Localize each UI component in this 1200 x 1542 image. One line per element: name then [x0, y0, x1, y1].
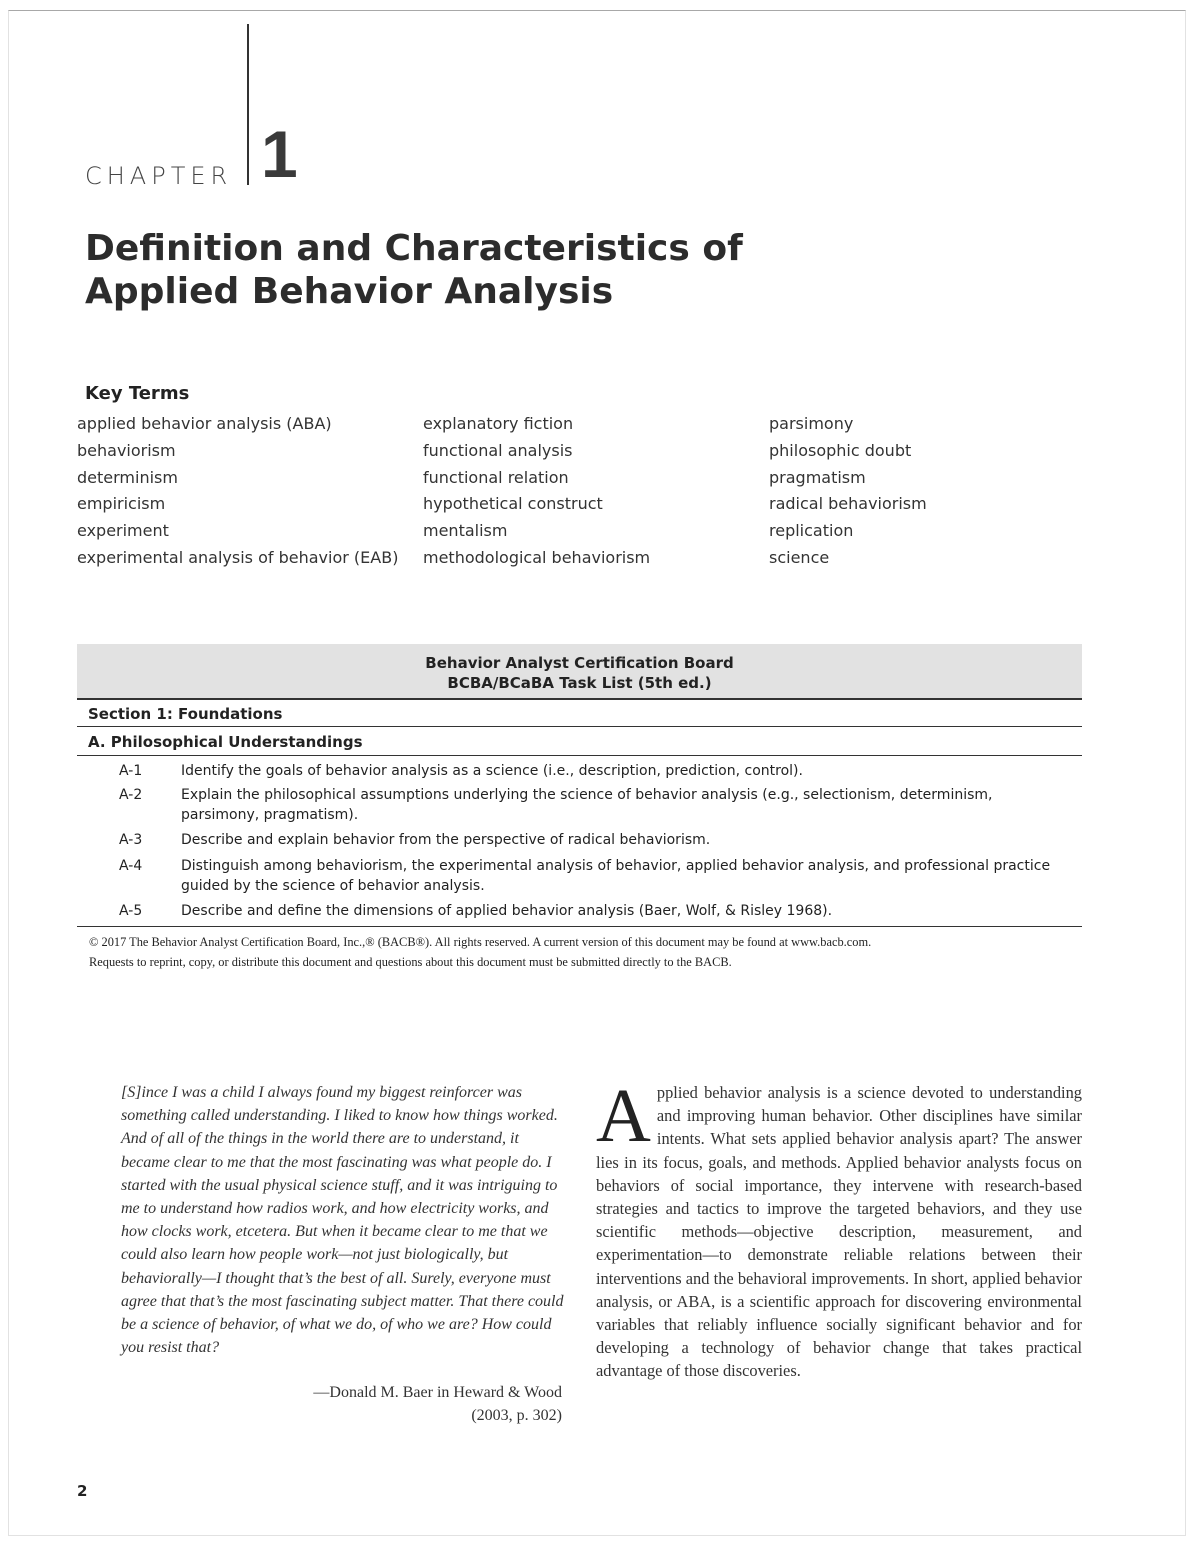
key-term: replication — [769, 521, 854, 541]
subsection-heading: A. Philosophical Understandings — [77, 729, 1082, 756]
key-term: explanatory fiction — [423, 414, 574, 433]
key-term: experimental analysis of behavior (EAB) — [77, 547, 399, 567]
epigraph-attribution — [121, 1381, 562, 1427]
task-text: Identify the goals of behavior analysis as a science (i.e., description, prediction, control). — [181, 763, 803, 779]
bacb-title-line-1: Behavior Analyst Certification Board — [425, 654, 734, 672]
epigraph-quote — [121, 1081, 566, 1359]
key-term: hypothetical construct — [423, 494, 603, 514]
task-row — [77, 830, 1082, 852]
task-text: Describe and define the dimensions of applied behavior analysis (Baer, Wolf, & Risley 1968). — [181, 903, 833, 919]
key-terms-heading: Key Terms — [85, 383, 190, 404]
task-row — [77, 901, 1082, 923]
task-code: A-1 — [119, 763, 143, 779]
task-code: A-4 — [119, 858, 143, 874]
task-row — [77, 761, 1082, 783]
key-term: behaviorism — [77, 440, 176, 460]
chapter-number: 1 — [261, 117, 298, 191]
attribution-line-2: (2003, p. 302) — [471, 1407, 562, 1425]
copyright-notice — [89, 932, 1079, 972]
bacb-title-line-2: BCBA/BCaBA Task List (5th ed.) — [447, 674, 712, 692]
page-number: 2 — [77, 1482, 88, 1500]
key-term: functional analysis — [423, 440, 573, 460]
epigraph-text: [S]ince I was a child I always found my biggest reinforcer was something called understanding. I liked to know how things worked. And of all of the things in the world there are to understand, it became clear to me that the most fascinating was what people do. I started with the usual physical science stuff, and it was intriguing to me to understand how radios work, and how electricity works, and how clocks work, etcetera. But when it became clear to me that we could also learn how people work—not just biologically, but behaviorally—I thought that’s the best of all. Surely, everyone must agree that that’s the most fascinating subject matter. That there could be a science of behavior, of what we do, of who we are? How could you resist that? — [121, 1084, 564, 1357]
task-text: Describe and explain behavior from the perspective of radical behaviorism. — [181, 832, 711, 848]
bacb-table-header — [77, 644, 1082, 700]
body-text: pplied behavior analysis is a science devoted to understanding and improving human behavior. Other disciplines have similar intents. What sets applied behavior analysis apart? The answer lies in its focus, goals, and methods. Applied behavior analysts focus on behaviors of social importance, they intervene with research-based strategies and tactics to improve the targeted behaviors, and they use scientific methods—objective description, measurement, and experimentation—to demonstrate reliable relations between their interventions and the behavioral improvements. In short, applied behavior analysis, or ABA, is a scientific approach for discovering environmental variables that reliably influence socially significant behavior and for developing a technology of behavior change that takes practical advantage of those discoveries. — [596, 1083, 1082, 1381]
task-row — [77, 785, 1082, 827]
key-terms-column-3 — [769, 411, 927, 572]
task-code: A-5 — [119, 903, 143, 919]
key-terms-column-2 — [423, 411, 650, 572]
key-term: radical behaviorism — [769, 494, 927, 514]
section-heading: Section 1: Foundations — [77, 701, 1082, 727]
key-term: philosophic doubt — [769, 440, 912, 460]
chapter-title: Definition and Characteristics of Applied Behavior Analysis — [85, 228, 743, 312]
body-paragraph — [596, 1074, 1082, 1383]
key-term: methodological behaviorism — [423, 547, 651, 567]
drop-cap: A — [596, 1074, 651, 1158]
key-term: applied behavior analysis (ABA) — [77, 414, 332, 433]
attribution-line-1: —Donald M. Baer in Heward & Wood — [313, 1384, 562, 1401]
key-term: functional relation — [423, 467, 569, 487]
task-row — [77, 856, 1082, 898]
copyright-line-2: Requests to reprint, copy, or distribute this document and questions about this document must be submitted directly to the BACB. — [89, 955, 732, 969]
table-bottom-rule — [77, 926, 1082, 927]
key-term: experiment — [77, 521, 169, 541]
key-term: empiricism — [77, 494, 166, 514]
key-term: mentalism — [423, 521, 508, 541]
copyright-line-1: © 2017 The Behavior Analyst Certification Board, Inc.,® (BACB®). All rights reserved. A current version of this document may be found at www.bacb.com. — [89, 935, 872, 949]
task-text: Distinguish among behaviorism, the experimental analysis of behavior, applied behavior analysis, and professional practice guided by the science of behavior analysis. — [181, 858, 1051, 894]
key-term: pragmatism — [769, 467, 866, 487]
key-terms-column-1 — [77, 411, 398, 572]
task-code: A-3 — [119, 832, 143, 848]
document-page — [8, 10, 1186, 1536]
key-term: science — [769, 547, 830, 567]
chapter-divider-rule — [247, 24, 249, 185]
key-term: parsimony — [769, 414, 854, 433]
chapter-label: CHAPTER — [85, 162, 233, 190]
task-code: A-2 — [119, 787, 143, 803]
key-term: determinism — [77, 467, 178, 487]
task-text: Explain the philosophical assumptions underlying the science of behavior analysis (e.g., selectionism, determinism, parsimony, pragmatism). — [181, 787, 993, 823]
